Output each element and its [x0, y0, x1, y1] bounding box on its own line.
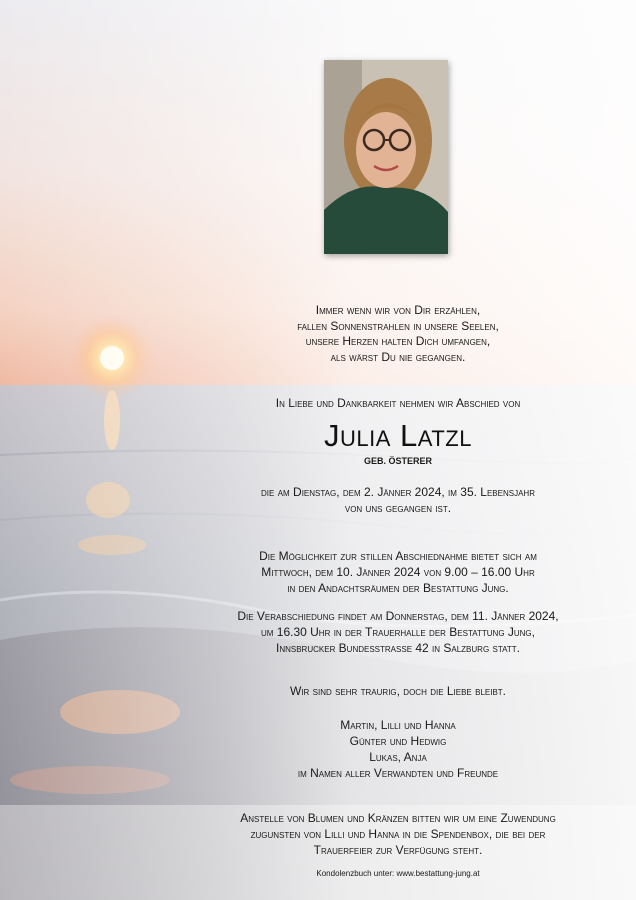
donation-line: Anstelle von Blumen und Kränzen bitten wir um eine Zuwendung	[240, 811, 556, 825]
sad-line: Wir sind sehr traurig, doch die Liebe bleibt.	[289, 684, 507, 698]
service-line: Innsbrucker Bundesstrasse 42 in Salzburg statt.	[276, 641, 520, 655]
mourner-line: Günter und Hedwig	[349, 734, 447, 748]
mourner-line: Martin, Lilli und Hanna	[340, 718, 456, 732]
funeral-service-info	[160, 608, 636, 656]
mourners-list	[160, 717, 636, 781]
portrait-photo	[324, 60, 448, 254]
donation-line: zugunsten von Lilli und Hanna in die Spendenbox, die bei der	[250, 827, 546, 841]
donation-request	[160, 810, 636, 858]
verse-line: Immer wenn wir von Dir erzählen,	[315, 303, 481, 317]
death-notice-line: von uns gegangen ist.	[344, 501, 452, 515]
farewell-intro: In Liebe und Dankbarkeit nehmen wir Abschied von	[275, 396, 521, 410]
deceased-name: Julia Latzl	[324, 418, 472, 453]
viewing-line: Die Möglichkeit zur stillen Abschiednahme bietet sich am	[259, 549, 537, 563]
memorial-verse	[160, 303, 636, 365]
death-notice-line: die am Dienstag, dem 2. Jänner 2024, im 35. Lebensjahr	[261, 485, 535, 499]
verse-line: als wärst Du nie gegangen.	[330, 349, 466, 364]
viewing-line: in den Andachtsräumen der Bestattung Jung.	[287, 581, 509, 595]
mourner-line: im Namen aller Verwandten und Freunde	[297, 766, 499, 780]
death-notice	[160, 484, 636, 516]
condolence-book-link[interactable]: Kondolenzbuch unter: www.bestattung-jung.at	[316, 869, 480, 878]
donation-line: Trauerfeier zur Verfügung steht.	[313, 843, 483, 857]
verse-line: fallen Sonnenstrahlen in unsere Seelen,	[297, 318, 499, 333]
service-line: um 16.30 Uhr in der Trauerhalle der Bestattung Jung,	[261, 625, 535, 639]
verse-line: unsere Herzen halten Dich umfangen,	[305, 334, 491, 348]
service-line: Die Verabschiedung findet am Donnerstag, dem 11. Jänner 2024,	[237, 609, 559, 623]
mourner-line: Lukas, Anja	[369, 750, 427, 764]
viewing-line: Mittwoch, dem 10. Jänner 2024 von 9.00 – 16.00 Uhr	[261, 565, 535, 579]
maiden-name: GEB. ÖSTERER	[363, 456, 432, 466]
viewing-info	[160, 548, 636, 596]
